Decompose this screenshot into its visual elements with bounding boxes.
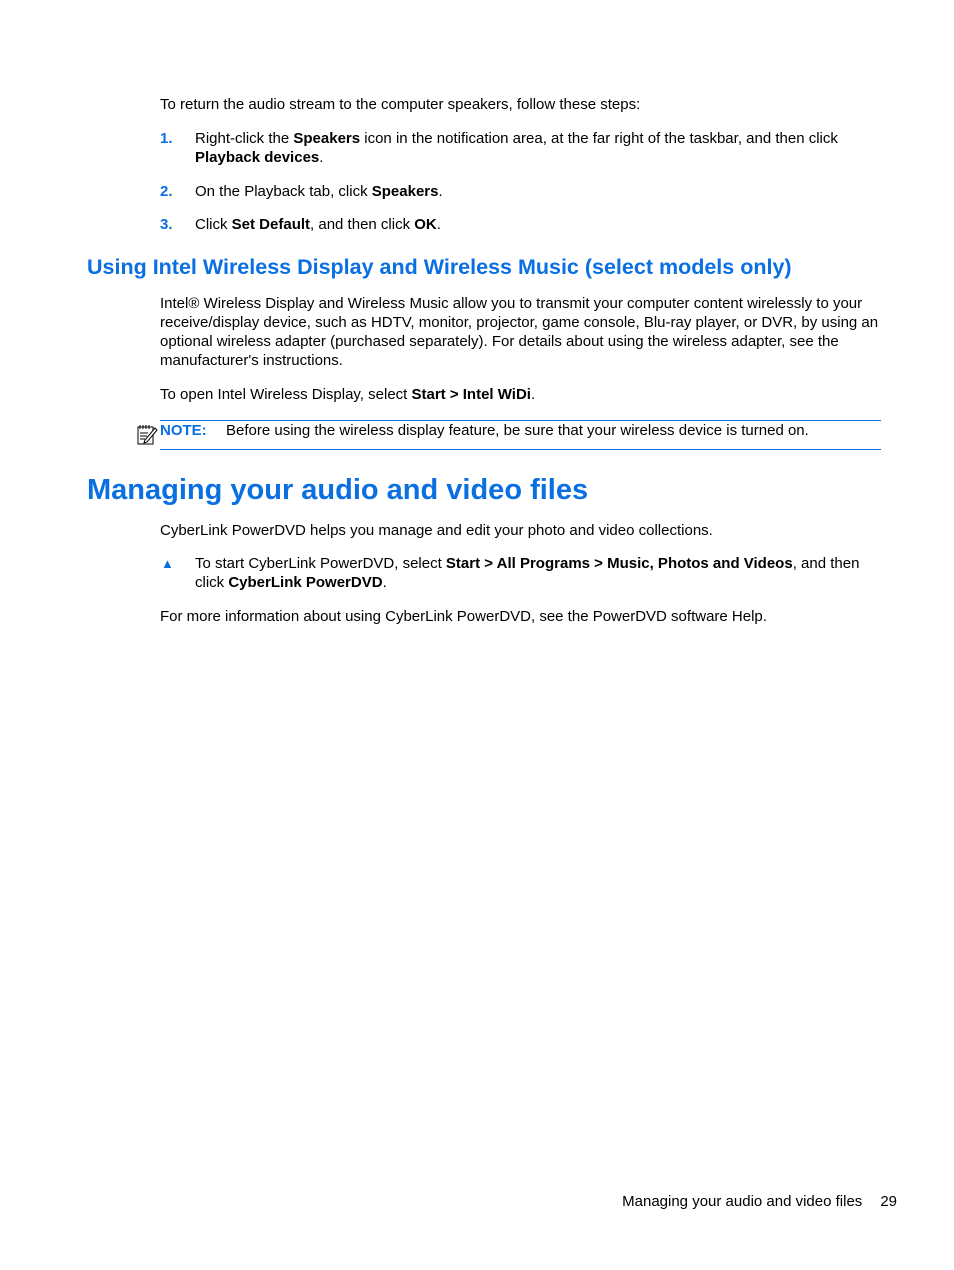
- step-text: Right-click the Speakers icon in the notification area, at the far right of the taskbar, and then click Playback devices.: [195, 130, 838, 166]
- step-text: Click Set Default, and then click OK.: [195, 216, 441, 233]
- page-number: 29: [880, 1193, 897, 1210]
- step-2: [160, 182, 882, 201]
- step-number: 3.: [160, 216, 173, 233]
- note-label: NOTE:: [160, 422, 207, 439]
- note-text: Before using the wireless display feature, be sure that your wireless device is turned on.: [226, 422, 809, 439]
- step-1: [160, 129, 882, 167]
- note-pad-icon: [136, 422, 158, 446]
- open-widi-instruction: To open Intel Wireless Display, select Start > Intel WiDi.: [160, 386, 536, 403]
- bullet-text: To start CyberLink PowerDVD, select Start > All Programs > Music, Photos and Videos, and then click CyberLink PowerDVD.: [195, 555, 860, 591]
- widi-paragraph: Intel® Wireless Display and Wireless Music allow you to transmit your computer content wirelessly to your receive/display device, such as HDTV, monitor, projector, game console, Blu-ray player, or DVR, by using an optional wireless adapter (purchased separately). For details about using the wireless adapter, see the manufacturer's instructions.: [160, 295, 879, 369]
- section-heading: Using Intel Wireless Display and Wireless Music (select models only): [87, 255, 792, 279]
- step-number: 1.: [160, 130, 173, 147]
- intro-text: To return the audio stream to the computer speakers, follow these steps:: [160, 96, 641, 113]
- step-3: [160, 215, 882, 234]
- powerdvd-intro: CyberLink PowerDVD helps you manage and edit your photo and video collections.: [160, 522, 713, 539]
- note-box: [160, 420, 881, 450]
- page-footer: [622, 1192, 897, 1211]
- step-number: 2.: [160, 183, 173, 200]
- footer-title: Managing your audio and video files: [622, 1193, 863, 1210]
- step-text: On the Playback tab, click Speakers.: [195, 183, 443, 200]
- chapter-heading: Managing your audio and video files: [87, 474, 589, 506]
- powerdvd-start-bullet: [160, 554, 882, 592]
- triangle-bullet-icon: ▲: [161, 556, 174, 571]
- more-info-text: For more information about using CyberLink PowerDVD, see the PowerDVD software Help.: [160, 608, 767, 625]
